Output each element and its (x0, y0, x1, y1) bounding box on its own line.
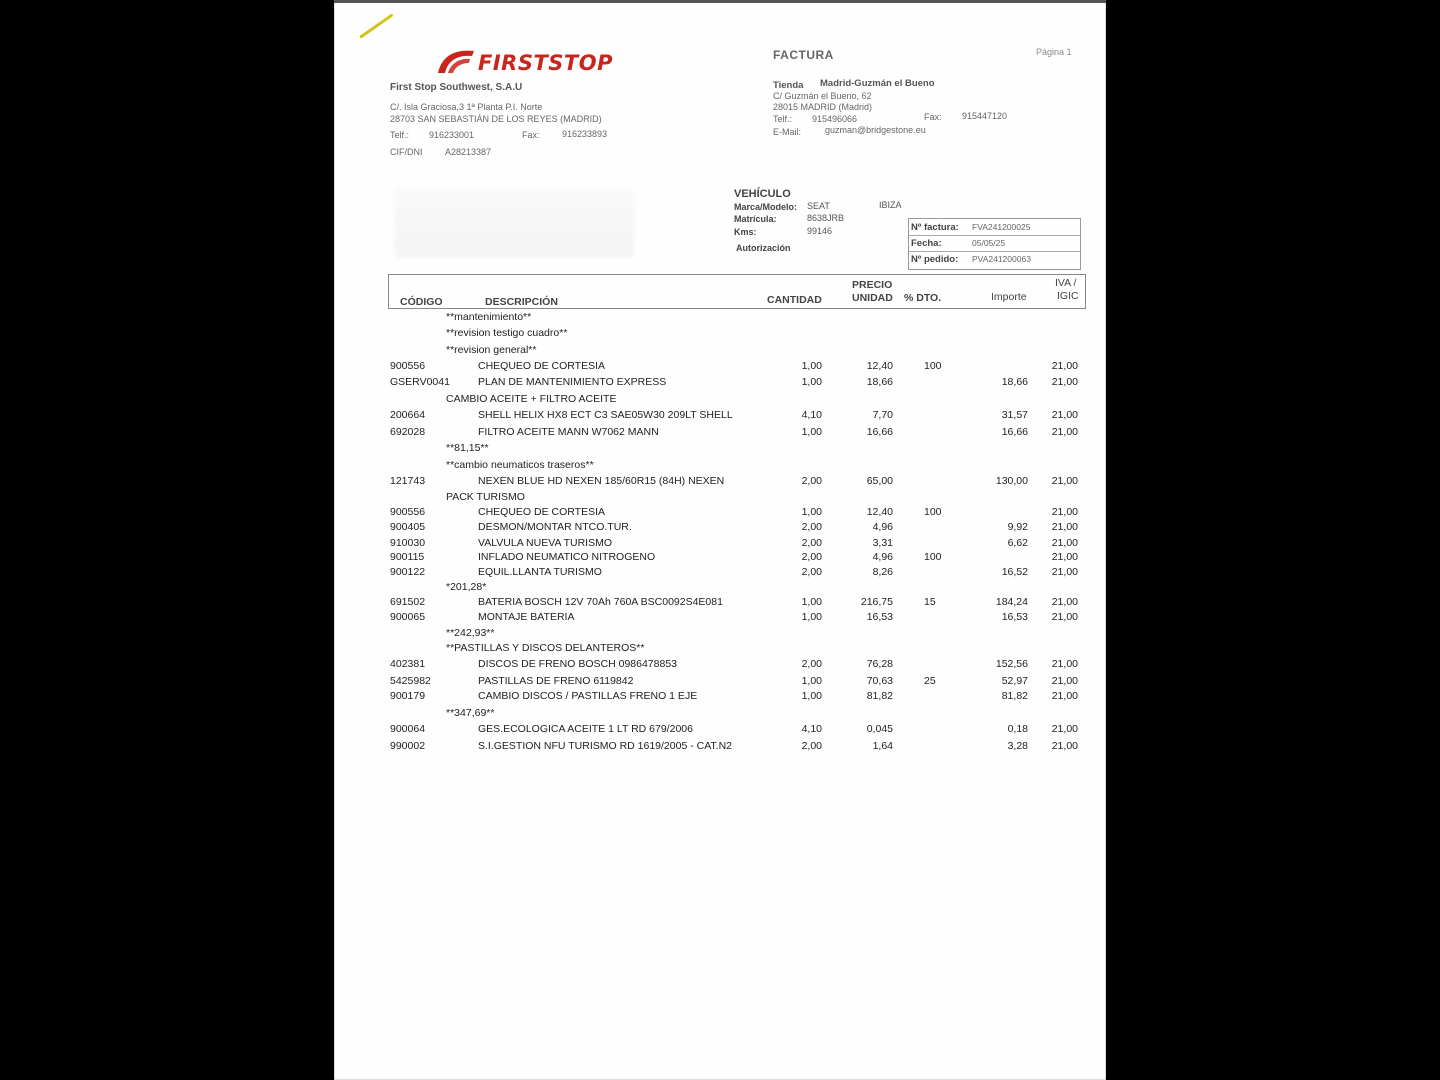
line-unit-price: 8,26 (872, 566, 893, 578)
line-unit-price: 81,82 (866, 690, 893, 702)
page-top-edge (334, 0, 1106, 3)
line-discount: 100 (924, 506, 942, 518)
invoice-info-box (908, 218, 1081, 270)
line-quantity: 1,00 (801, 690, 822, 702)
vehicle-title: VEHÍCULO (734, 188, 791, 200)
line-description: CHEQUEO DE CORTESIA (478, 360, 605, 372)
line-amount: 152,56 (995, 658, 1028, 670)
line-code: 990002 (390, 740, 426, 752)
line-unit-price: 18,66 (866, 376, 893, 388)
line-description: **PASTILLAS Y DISCOS DELANTEROS** (446, 642, 645, 654)
company-name: First Stop Southwest, S.A.U (390, 82, 523, 93)
store-email: guzman@bridgestone.eu (825, 125, 926, 135)
invoice-date-row (909, 235, 1080, 252)
line-quantity: 1,00 (801, 360, 822, 372)
line-description: SHELL HELIX HX8 ECT C3 SAE05W30 209LT SHELL (478, 409, 733, 421)
store-name: Madrid-Guzmán el Bueno (820, 78, 935, 89)
line-tax: 21,00 (1051, 658, 1078, 670)
line-code: 900115 (390, 551, 425, 563)
vehicle-kms: 99146 (807, 226, 833, 236)
line-description: **347,69** (446, 707, 495, 719)
line-description: *201,28* (446, 581, 487, 593)
logo-arch-icon (434, 45, 478, 75)
line-amount: 130,00 (995, 475, 1028, 487)
line-unit-price: 12,40 (866, 506, 893, 518)
line-description: EQUIL.LLANTA TURISMO (478, 566, 602, 578)
line-code: 900064 (390, 723, 426, 735)
vehicle-plate-label: Matrícula: (734, 214, 777, 224)
vehicle-brand: SEAT (807, 201, 830, 211)
invoice-order-row (909, 251, 1080, 269)
line-description: **cambio neumaticos traseros** (446, 459, 594, 471)
line-quantity: 2,00 (801, 658, 822, 670)
line-description: INFLADO NEUMATICO NITROGENO (478, 551, 656, 563)
store-email-label: E-Mail: (773, 127, 802, 137)
line-code: 910030 (390, 537, 426, 549)
line-code: 692028 (390, 426, 426, 438)
vehicle-model: IBIZA (879, 200, 902, 210)
line-tax: 21,00 (1051, 723, 1078, 735)
line-code: 121743 (390, 475, 426, 487)
company-address-1: C/. Isla Graciosa,3 1ª Planta P.I. Norte (390, 102, 543, 112)
line-quantity: 1,00 (801, 675, 822, 687)
pen-mark (359, 13, 393, 38)
line-quantity: 1,00 (801, 376, 822, 388)
col-description: DESCRIPCIÓN (485, 296, 558, 308)
line-tax: 21,00 (1051, 521, 1078, 533)
line-code: 900556 (390, 360, 426, 372)
line-amount: 6,62 (1007, 537, 1028, 549)
line-description: CAMBIO DISCOS / PASTILLAS FRENO 1 EJE (478, 690, 698, 702)
line-tax: 21,00 (1051, 475, 1078, 487)
line-quantity: 1,00 (801, 611, 822, 623)
line-quantity: 4,10 (801, 409, 822, 421)
line-amount: 16,52 (1001, 566, 1028, 578)
col-unit-price-2: UNIDAD (852, 292, 893, 304)
line-unit-price: 4,96 (872, 521, 893, 533)
invoice-date-label: Fecha: (911, 238, 942, 249)
line-code: 900179 (390, 690, 426, 702)
invoice-number-label: Nº factura: (911, 222, 959, 233)
line-quantity: 2,00 (801, 551, 822, 563)
line-quantity: 2,00 (801, 521, 822, 533)
scan-residue (394, 188, 634, 258)
company-address-2: 28703 SAN SEBASTIÁN DE LOS REYES (MADRID) (390, 114, 602, 124)
line-description: CHEQUEO DE CORTESIA (478, 506, 605, 518)
invoice-date: 05/05/25 (972, 238, 1006, 248)
line-amount: 81,82 (1001, 690, 1028, 702)
line-description: **mantenimiento** (446, 311, 532, 323)
company-fax: 916233893 (562, 129, 608, 139)
line-tax: 21,00 (1051, 551, 1078, 563)
vehicle-brand-label: Marca/Modelo: (734, 202, 798, 212)
store-tel: 915496066 (812, 114, 858, 124)
line-description: MONTAJE BATERIA (478, 611, 575, 623)
line-tax: 21,00 (1051, 611, 1078, 623)
line-description: **revision general** (446, 344, 537, 356)
store-address-1: C/ Guzmán el Bueno, 62 (773, 91, 872, 101)
line-unit-price: 16,53 (866, 611, 893, 623)
line-amount: 16,53 (1001, 611, 1028, 623)
company-cif-label: CIF/DNI (390, 147, 423, 157)
invoice-page (334, 0, 1106, 1080)
line-code: 900556 (390, 506, 426, 518)
line-description: DISCOS DE FRENO BOSCH 0986478853 (478, 658, 677, 670)
line-description: NEXEN BLUE HD NEXEN 185/60R15 (84H) NEXEN (478, 475, 725, 487)
vehicle-kms-label: Kms: (734, 227, 757, 237)
line-description: DESMON/MONTAR NTCO.TUR. (478, 521, 632, 533)
col-quantity: CANTIDAD (767, 294, 822, 306)
line-discount: 100 (924, 551, 942, 563)
line-description: **81,15** (446, 442, 489, 454)
line-unit-price: 3,31 (872, 537, 893, 549)
vehicle-plate: 8638JRB (807, 213, 845, 223)
line-amount: 31,57 (1001, 409, 1028, 421)
company-fax-label: Fax: (522, 130, 540, 140)
store-address-2: 28015 MADRID (Madrid) (773, 102, 873, 112)
line-tax: 21,00 (1051, 376, 1078, 388)
line-discount: 100 (924, 360, 942, 372)
line-code: 900405 (390, 521, 426, 533)
line-tax: 21,00 (1051, 690, 1078, 702)
line-description: PACK TURISMO (446, 491, 525, 503)
line-tax: 21,00 (1051, 596, 1078, 608)
line-description: **revision testigo cuadro** (446, 327, 568, 339)
line-code: 691502 (390, 596, 426, 608)
col-unit-price-1: PRECIO (852, 279, 893, 291)
line-unit-price: 4,96 (872, 551, 893, 563)
line-quantity: 1,00 (801, 506, 822, 518)
vehicle-authorization-label: Autorización (736, 243, 791, 253)
line-quantity: 2,00 (801, 566, 822, 578)
line-tax: 21,00 (1051, 566, 1078, 578)
line-description: CAMBIO ACEITE + FILTRO ACEITE (446, 393, 617, 405)
line-description: PLAN DE MANTENIMIENTO EXPRESS (478, 376, 667, 388)
company-tel-label: Telf.: (390, 130, 410, 140)
line-amount: 9,92 (1007, 521, 1028, 533)
line-quantity: 2,00 (801, 475, 822, 487)
line-discount: 15 (924, 596, 936, 608)
line-tax: 21,00 (1051, 740, 1078, 752)
line-discount: 25 (924, 675, 936, 687)
line-unit-price: 65,00 (866, 475, 893, 487)
invoice-number: FVA241200025 (972, 222, 1031, 232)
line-tax: 21,00 (1051, 675, 1078, 687)
line-unit-price: 1,64 (872, 740, 893, 752)
line-amount: 16,66 (1001, 426, 1028, 438)
line-quantity: 4,10 (801, 723, 822, 735)
line-amount: 18,66 (1001, 376, 1028, 388)
company-tel: 916233001 (429, 130, 475, 140)
company-cif: A28213387 (445, 147, 492, 157)
logo-text: FIRSTSTOP (478, 51, 613, 75)
line-unit-price: 7,70 (872, 409, 893, 421)
invoice-number-row (909, 219, 1080, 236)
line-quantity: 1,00 (801, 596, 822, 608)
col-discount: % DTO. (904, 292, 942, 304)
line-tax: 21,00 (1051, 537, 1078, 549)
line-description: S.I.GESTION NFU TURISMO RD 1619/2005 - CAT.N2 (478, 740, 733, 752)
line-code: 200664 (390, 409, 426, 421)
line-code: 900122 (390, 566, 426, 578)
invoice-order: PVA241200063 (972, 254, 1031, 264)
line-unit-price: 216,75 (860, 596, 893, 608)
line-amount: 52,97 (1001, 675, 1028, 687)
line-code: 5425982 (390, 675, 431, 687)
page-number: Página 1 (1036, 47, 1072, 57)
line-quantity: 2,00 (801, 740, 822, 752)
line-tax: 21,00 (1051, 409, 1078, 421)
line-amount: 0,18 (1007, 723, 1028, 735)
line-description: GES.ECOLOGICA ACEITE 1 LT RD 679/2006 (478, 723, 693, 735)
line-description: **242,93** (446, 627, 495, 639)
table-header (388, 274, 1086, 309)
line-unit-price: 70,63 (866, 675, 893, 687)
document-title: FACTURA (773, 48, 834, 62)
line-unit-price: 12,40 (866, 360, 893, 372)
col-tax-2: IGIC (1057, 290, 1079, 302)
store-tel-label: Telf.: (773, 114, 793, 124)
store-fax: 915447120 (962, 111, 1008, 121)
line-code: 402381 (390, 658, 426, 670)
line-quantity: 1,00 (801, 426, 822, 438)
store-fax-label: Fax: (924, 112, 942, 122)
line-description: PASTILLAS DE FRENO 6119842 (478, 675, 634, 687)
line-quantity: 2,00 (801, 537, 822, 549)
col-tax-1: IVA / (1055, 277, 1077, 289)
line-description: BATERIA BOSCH 12V 70Ah 760A BSC0092S4E081 (478, 596, 723, 608)
line-code: GSERV0041 (390, 376, 450, 388)
invoice-order-label: Nº pedido: (911, 254, 959, 265)
store-label: Tienda (773, 80, 804, 91)
col-code: CÓDIGO (400, 296, 443, 308)
line-tax: 21,00 (1051, 360, 1078, 372)
line-unit-price: 16,66 (866, 426, 893, 438)
line-code: 900065 (390, 611, 426, 623)
line-unit-price: 76,28 (866, 658, 893, 670)
line-description: FILTRO ACEITE MANN W7062 MANN (478, 426, 659, 438)
col-amount: Importe (991, 291, 1027, 303)
line-amount: 184,24 (995, 596, 1028, 608)
line-tax: 21,00 (1051, 426, 1078, 438)
line-tax: 21,00 (1051, 506, 1078, 518)
line-unit-price: 0,045 (866, 723, 893, 735)
line-amount: 3,28 (1007, 740, 1028, 752)
line-description: VALVULA NUEVA TURISMO (478, 537, 613, 549)
